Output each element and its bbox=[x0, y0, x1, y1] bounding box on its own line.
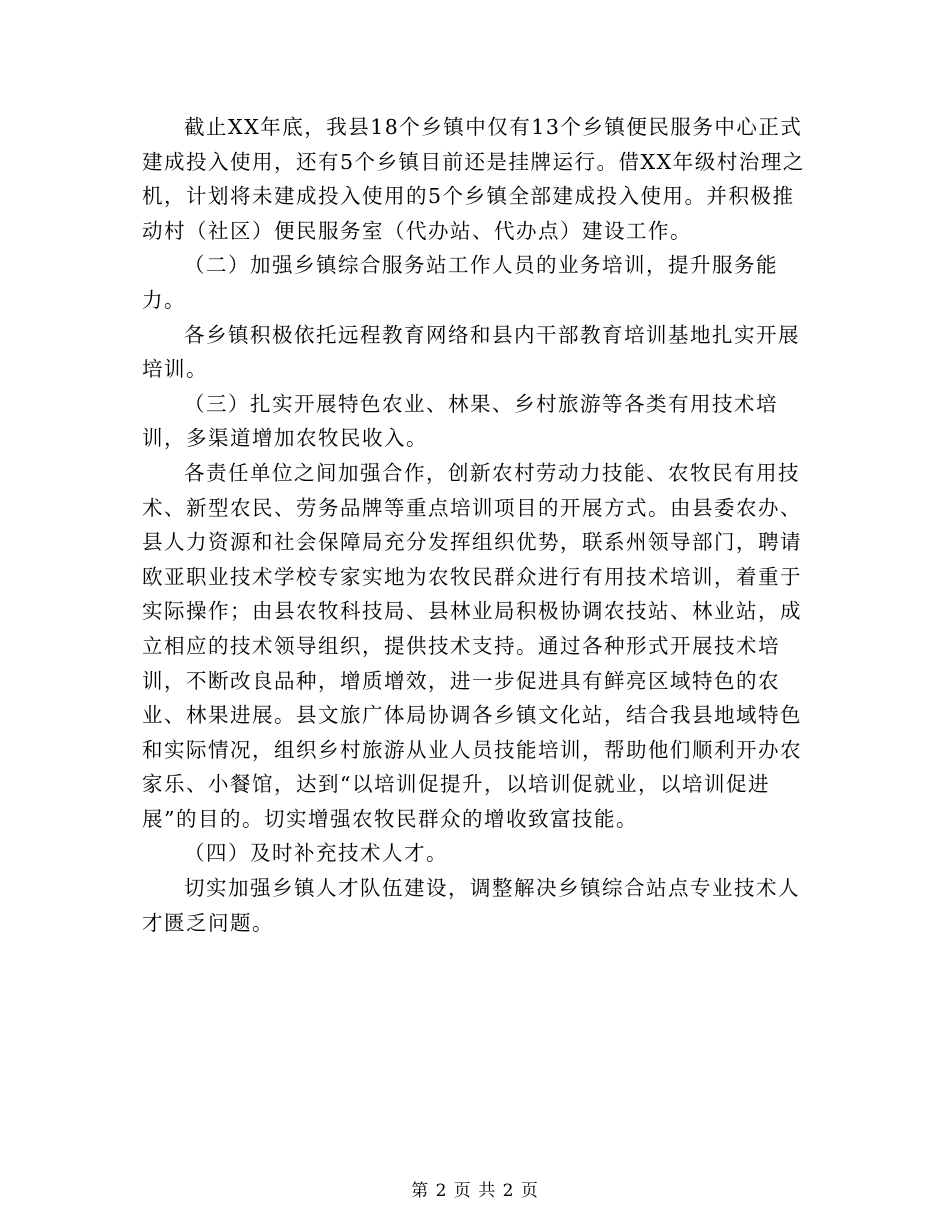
paragraph-talent-team: 切实加强乡镇人才队伍建设，调整解决乡镇综合站点专业技术人才匮乏问题。 bbox=[142, 876, 801, 935]
document-body bbox=[142, 110, 807, 940]
section-heading-3: （三）扎实开展特色农业、林果、乡村旅游等各类有用技术培训，多渠道增加农牧民收入。 bbox=[142, 391, 779, 451]
paragraph-training-base: 各乡镇积极依托远程教育网络和县内干部教育培训基地扎实开展培训。 bbox=[142, 322, 801, 382]
section-heading-2: （二）加强乡镇综合服务站工作人员的业务培训，提升服务能力。 bbox=[142, 253, 779, 312]
paragraph-cooperation: 各责任单位之间加强合作，创新农村劳动力技能、农牧民有用技术、新型农民、劳务品牌等重点培训项目的开展方式。由县委农办、县人力资源和社会保障局充分发挥组织优势，联系州领导部门，聘请欧亚职业技术学校专家实地为农牧民群众进行有用技术培训，着重于实际操作；由县农牧科技局、县林业局积极协调农技站、林业站，成立相应的技术领导组织，提供技术支持。通过各种形式开展技术培训，不断改良品种，增质增效，进一步促进具有鲜亮区域特色的农业、林果进展。县文旅广体局协调各乡镇文化站，结合我县地域特色和实际情况，组织乡村旅游从业人员技能培训，帮助他们顺利开办农家乐、小餐馆，达到“以培训促提升，以培训促就业，以培训促进展”的目的。切实增强农牧民群众的增收致富技能。 bbox=[142, 460, 802, 831]
page-number-footer: 第 2 页 共 2 页 bbox=[411, 1181, 539, 1201]
section-heading-4: （四）及时补充技术人才。 bbox=[184, 841, 449, 866]
paragraph-township-service-centers: 截止XX年底，我县18个乡镇中仅有13个乡镇便民服务中心正式建成投入使用，还有5个乡镇目前还是挂牌运行。借XX年级村治理之机，计划将未建成投入使用的5个乡镇全部建成投入使用。并积极推动村（社区）便民服务室（代办站、代办点）建设工作。 bbox=[142, 115, 805, 243]
